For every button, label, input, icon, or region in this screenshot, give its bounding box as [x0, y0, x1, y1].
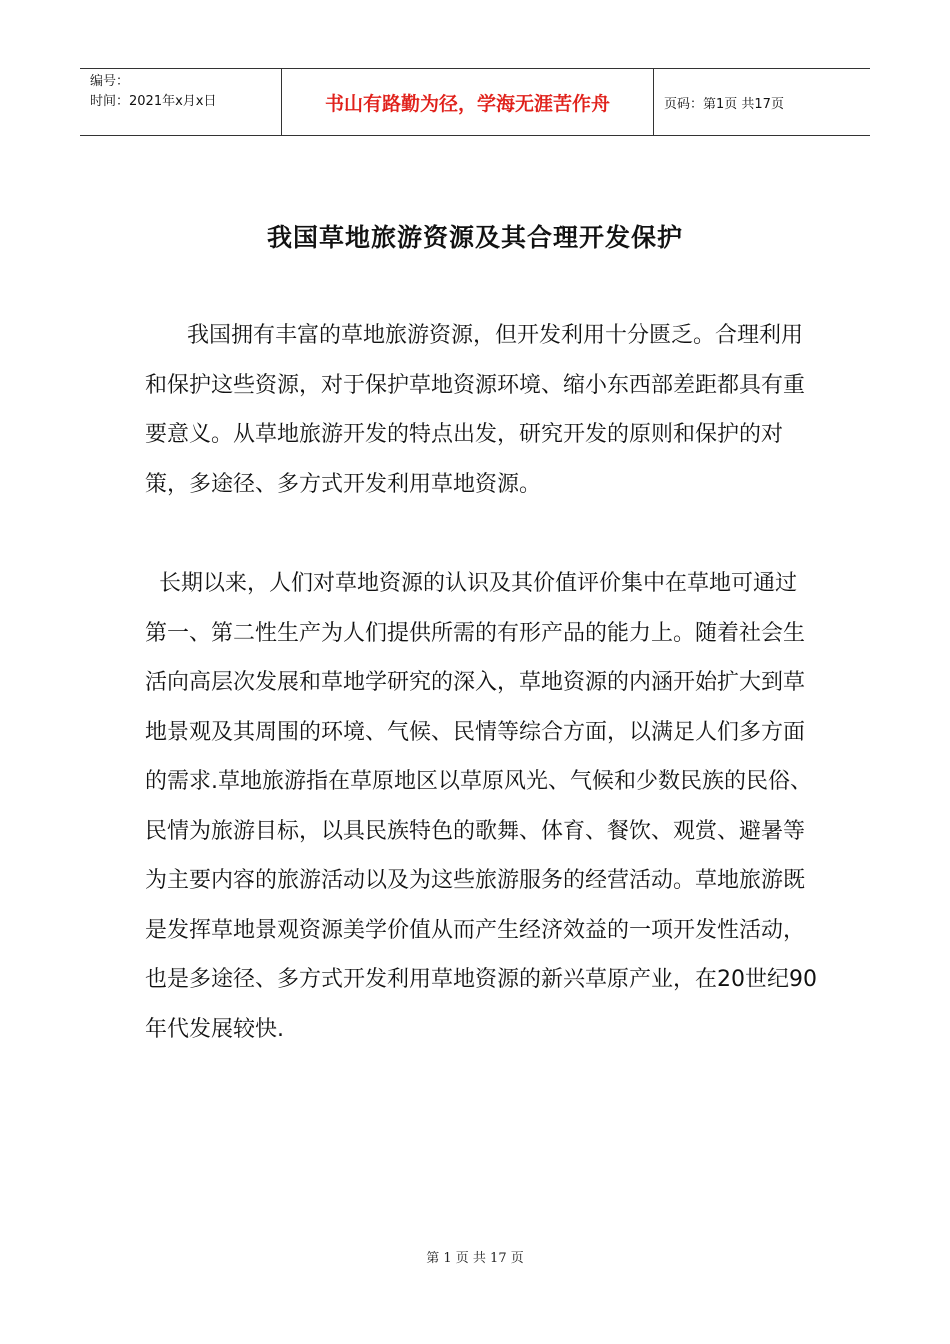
time-label: 时间：2021年x月x日 [90, 94, 217, 109]
document-title: 我国草地旅游资源及其合理开发保护 [266, 223, 683, 252]
paragraph-2: 长期以来，人们对草地资源的认识及其价值评价集中在草地可通过第一、第二性生产为人们提供所需的有形产品的能力上。随着社会生活向高层次发展和草地学研究的深入，草地资源的内涵开始扩大到草地景观及其周围的环境、气候、民情等综合方面，以满足人们多方面的需求.草地旅游指在草原地区以草原风光、气候和少数民族的民俗、民情为旅游目标，以具民族特色的歌舞、体育、餐饮、观赏、避暑等为主要内容的旅游活动以及为这些旅游服务的经营活动。草地旅游既是发挥草地景观资源美学价值从而产生经济效益的一项开发性活动，也是多途径、多方式开发利用草地资源的新兴草原产业，在20世纪90年代发展较快. [145, 571, 817, 1042]
document-header [80, 68, 870, 136]
header-meta [80, 69, 281, 135]
paragraph-1: 我国拥有丰富的草地旅游资源，但开发利用十分匮乏。合理利用和保护这些资源，对于保护草地资源环境、缩小东西部差距都具有重要意义。从草地旅游开发的特点出发，研究开发的原则和保护的对策，多途径、多方式开发利用草地资源。 [145, 323, 806, 497]
number-label: 编号： [90, 74, 130, 89]
header-motto: 书山有路勤为径，学海无涯苦作舟 [281, 69, 654, 135]
header-page-info: 页码：第1页 共17页 [664, 96, 784, 112]
page-footer: 第 1 页 共 17 页 [426, 1251, 524, 1266]
